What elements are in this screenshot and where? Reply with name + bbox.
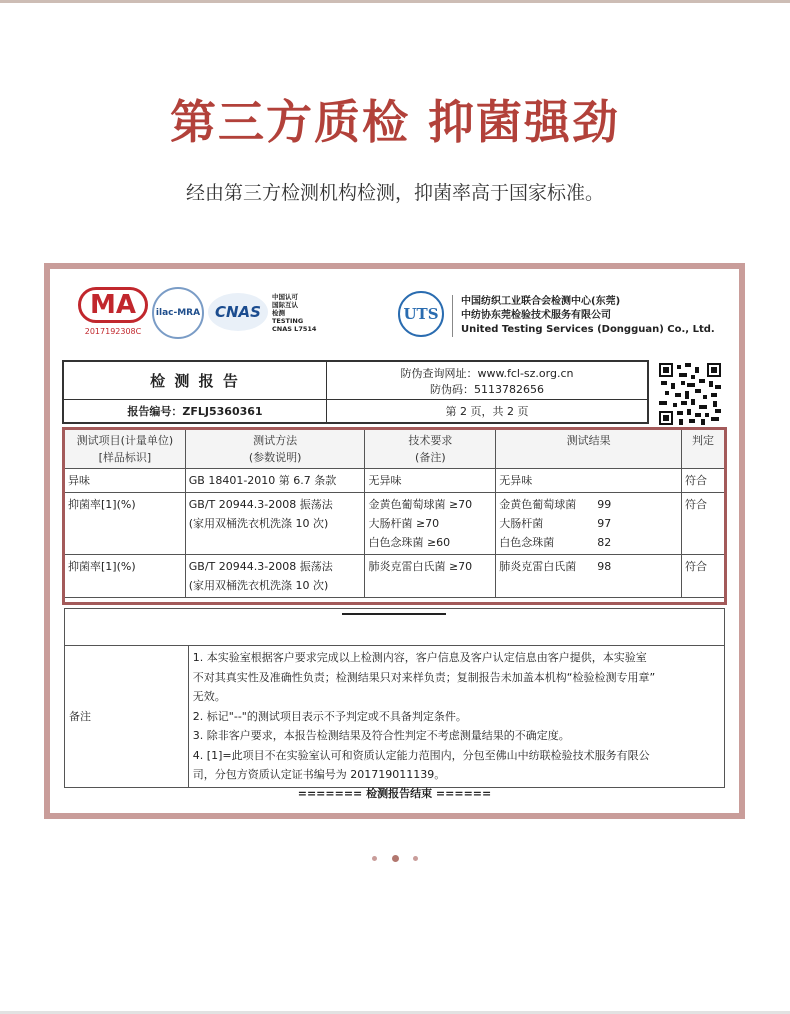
report-end-marker: ======= 检测报告结束 ====== bbox=[297, 787, 492, 800]
cnas-caption-line: CNAS L7514 bbox=[272, 325, 317, 333]
org-name-cn-2: 中纺协东莞检验技术服务有限公司 bbox=[461, 310, 611, 321]
method-line: GB/T 20944.3-2008 振荡法 bbox=[188, 560, 333, 573]
method-line: (家用双桶洗衣机洗涤 10 次) bbox=[188, 517, 329, 530]
header-subtext: [样品标识] bbox=[98, 451, 152, 464]
report-image-frame bbox=[44, 263, 745, 819]
image-pager bbox=[370, 855, 420, 865]
pager-dot[interactable] bbox=[372, 856, 377, 861]
note-line: 无效。 bbox=[192, 690, 226, 703]
report-title: 检 测 报 告 bbox=[150, 372, 240, 390]
testing-organization bbox=[452, 295, 715, 337]
notes-row bbox=[65, 646, 725, 788]
result-organism: 金黄色葡萄球菌 bbox=[499, 498, 577, 511]
note-line: 1. 本实验室根据客户要求完成以上检测内容，客户信息及客户认定信息由客户提供，本实验室 bbox=[192, 651, 647, 664]
result-organism: 肺炎克雷白氏菌 bbox=[499, 560, 577, 573]
header-text: 测试方法 bbox=[253, 434, 298, 447]
requirement-line: 肺炎克雷白氏菌 ≥70 bbox=[368, 560, 473, 573]
result-value: 98 bbox=[597, 560, 612, 573]
ilac-mra-logo bbox=[152, 287, 204, 339]
qr-code-icon bbox=[659, 363, 721, 425]
separator-rule bbox=[342, 613, 446, 615]
notes-table bbox=[64, 608, 725, 788]
cell-item: 抑菌率[1](%) bbox=[65, 493, 186, 555]
header-subtext: (备注) bbox=[415, 451, 446, 464]
result-organism: 白色念珠菌 bbox=[499, 536, 555, 549]
pager-dot-active[interactable] bbox=[392, 855, 399, 862]
cma-number: 2017192308C bbox=[84, 327, 142, 336]
report-header bbox=[62, 360, 649, 424]
cnas-caption-line: TESTING bbox=[272, 317, 304, 325]
result-line: 无异味 bbox=[499, 474, 533, 487]
notes-label: 备注 bbox=[65, 646, 189, 788]
requirement-line: 金黄色葡萄球菌 ≥70 bbox=[368, 498, 473, 511]
verify-code: 防伪码：5113782656 bbox=[430, 382, 544, 396]
uts-logo bbox=[398, 291, 444, 337]
cell-verdict: 符合 bbox=[682, 555, 725, 598]
verify-url: 防伪查询网址：www.fcl-sz.org.cn bbox=[400, 366, 574, 380]
result-value: 97 bbox=[597, 517, 612, 530]
cnas-caption-line: 检测 bbox=[272, 309, 285, 317]
method-line: GB 18401-2010 第 6.7 条款 bbox=[188, 474, 337, 487]
uts-text: UTS bbox=[403, 305, 439, 323]
result-value: 99 bbox=[597, 498, 612, 511]
requirement-line: 白色念珠菌 ≥60 bbox=[368, 536, 451, 549]
page-indicator: 第 2 页，共 2 页 bbox=[445, 405, 529, 418]
note-line: 3. 除非客户要求，本报告检测结果及符合性判定不考虑测量结果的不确定度。 bbox=[192, 729, 570, 742]
method-line: GB/T 20944.3-2008 振荡法 bbox=[188, 498, 333, 511]
cell-item: 异味 bbox=[65, 469, 186, 493]
header-subtext: (参数说明) bbox=[248, 451, 302, 464]
ilac-text: ilac-MRA bbox=[155, 308, 201, 318]
header-text: 技术要求 bbox=[408, 434, 453, 447]
header-text: 测试结果 bbox=[566, 434, 611, 447]
note-line: 4. [1]=此项目不在实验室认可和资质认定能力范围内，分包至佛山中纺联检验技术服务有限公 bbox=[192, 748, 650, 762]
notes-content bbox=[188, 646, 724, 788]
cell-verdict: 符合 bbox=[682, 469, 725, 493]
org-name-en: United Testing Services (Dongguan) Co., Ltd. bbox=[461, 324, 715, 335]
cnas-logo: CNAS bbox=[208, 293, 268, 331]
note-line: 不对其真实性及准确性负责；检测结果只对来样负责；复制报告未加盖本机构“检验检测专用章” bbox=[192, 670, 656, 684]
cma-mark: MA bbox=[78, 287, 148, 323]
method-line: (家用双桶洗衣机洗涤 10 次) bbox=[188, 579, 329, 592]
report-number: 报告编号：ZFLJ5360361 bbox=[127, 405, 263, 418]
cnas-caption-line: 国际互认 bbox=[272, 301, 298, 309]
requirement-line: 大肠杆菌 ≥70 bbox=[368, 517, 440, 530]
cnas-caption-line: 中国认可 bbox=[272, 293, 298, 301]
note-line: 2. 标记"--"的测试项目表示不予判定或不具备判定条件。 bbox=[192, 709, 467, 723]
page-subtitle: 经由第三方检测机构检测，抑菌率高于国家标准。 bbox=[185, 182, 604, 204]
cell-item: 抑菌率[1](%) bbox=[65, 555, 186, 598]
note-line: 司，分包方资质认定证书编号为 201719011139。 bbox=[192, 768, 446, 781]
top-divider bbox=[0, 0, 790, 3]
header-text: 判定 bbox=[692, 434, 715, 447]
result-value: 82 bbox=[597, 536, 612, 549]
requirement-line: 无异味 bbox=[368, 474, 402, 487]
cell-verdict: 符合 bbox=[682, 493, 725, 555]
pager-dot[interactable] bbox=[413, 856, 418, 861]
results-highlight-box bbox=[62, 427, 727, 605]
result-organism: 大肠杆菌 bbox=[499, 517, 544, 530]
page-title: 第三方质检 抑菌强劲 bbox=[169, 95, 620, 149]
org-name-cn: 中国纺织工业联合会检测中心(东莞) bbox=[461, 296, 621, 307]
header-text: 测试项目(计量单位) bbox=[76, 434, 174, 447]
cnas-caption bbox=[272, 293, 316, 333]
cma-logo bbox=[78, 287, 148, 336]
